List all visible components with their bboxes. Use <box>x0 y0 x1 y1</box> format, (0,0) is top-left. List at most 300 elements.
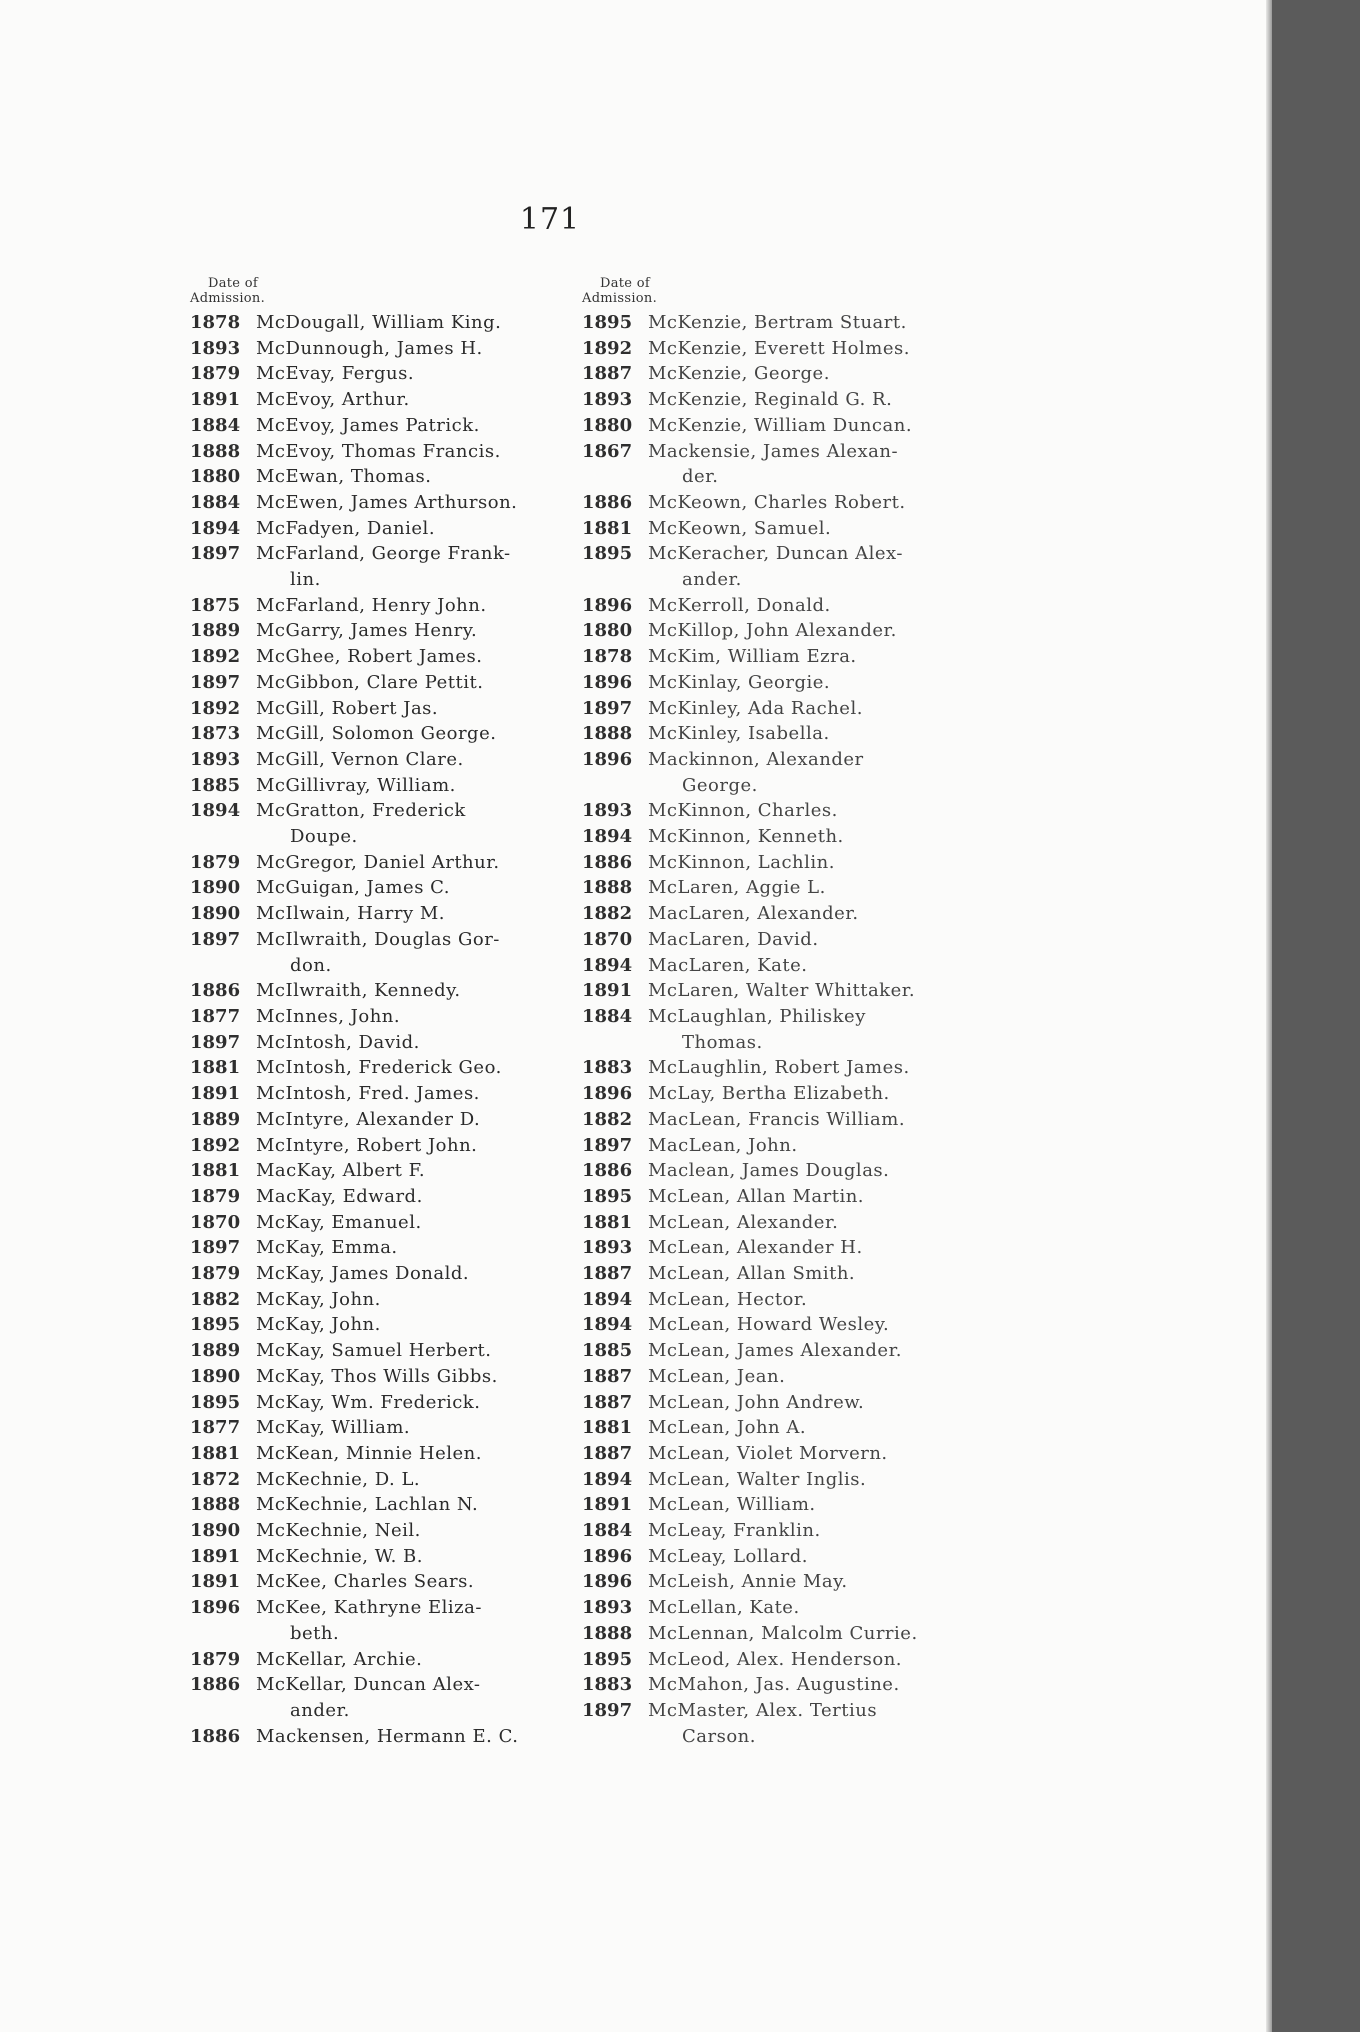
admission-entry <box>582 721 972 747</box>
admission-entry <box>582 1569 972 1595</box>
admission-entry <box>190 978 580 1004</box>
admission-year: 1892 <box>190 646 241 668</box>
admission-entry <box>190 1544 580 1570</box>
page-number: 171 <box>519 202 581 237</box>
admission-entry <box>582 1415 972 1441</box>
member-name: ander. <box>290 1699 350 1721</box>
member-name: McKim, William Ezra. <box>648 646 857 668</box>
admission-entry <box>190 1492 580 1518</box>
member-name: McLaren, Walter Whittaker. <box>648 980 916 1002</box>
admission-year: 1889 <box>190 1340 241 1362</box>
member-name: McLellan, Kate. <box>648 1597 800 1619</box>
admission-entry-continuation <box>190 953 580 979</box>
admission-year: 1891 <box>190 1545 241 1567</box>
page-edge <box>1266 0 1272 2032</box>
admission-year: 1888 <box>190 440 241 462</box>
member-name: McKenzie, Everett Holmes. <box>648 337 910 359</box>
admission-entry <box>190 516 580 542</box>
admission-entry <box>190 439 580 465</box>
member-name: McLean, John Andrew. <box>648 1391 865 1413</box>
admission-entry <box>190 696 580 722</box>
column-header-line1: Date of <box>600 276 650 291</box>
admission-entry <box>190 490 580 516</box>
admission-entry <box>190 1312 580 1338</box>
admission-entry <box>190 644 580 670</box>
admission-year: 1879 <box>190 1185 241 1207</box>
member-name: McKean, Minnie Helen. <box>256 1442 482 1464</box>
member-name: McLean, Alexander. <box>648 1211 839 1233</box>
member-name: McIlwain, Harry M. <box>256 903 445 925</box>
admission-entry <box>582 618 972 644</box>
admission-year: 1888 <box>190 1494 241 1516</box>
member-name: George. <box>682 774 758 796</box>
admission-entry <box>582 310 972 336</box>
admission-entry <box>582 1184 972 1210</box>
member-name: McKay, James Donald. <box>256 1263 470 1285</box>
admission-year: 1872 <box>190 1468 241 1490</box>
admission-entry <box>190 1133 580 1159</box>
member-name: McKay, John. <box>256 1314 381 1336</box>
member-name: McKenzie, Reginald G. R. <box>648 389 893 411</box>
member-name: McEvoy, James Patrick. <box>256 414 480 436</box>
admission-year: 1888 <box>582 877 633 899</box>
member-name: McLean, Allan Martin. <box>648 1185 865 1207</box>
admission-year: 1894 <box>582 1468 633 1490</box>
admission-entry <box>190 1569 580 1595</box>
member-name: beth. <box>290 1622 340 1644</box>
admission-year: 1887 <box>582 1442 633 1464</box>
admission-entry <box>582 1312 972 1338</box>
admission-year: 1890 <box>190 1520 241 1542</box>
admission-year: 1890 <box>190 903 241 925</box>
member-name: Doupe. <box>290 826 358 848</box>
admission-year: 1893 <box>582 1237 633 1259</box>
admission-entry <box>190 901 580 927</box>
member-name: McDougall, William King. <box>256 312 502 333</box>
member-name: McLaughlan, Philiskey <box>648 1005 866 1027</box>
member-name: McKellar, Duncan Alex- <box>256 1674 481 1696</box>
admission-entry <box>190 1390 580 1416</box>
member-name: MacKay, Edward. <box>256 1185 423 1207</box>
admission-year: 1886 <box>190 980 241 1002</box>
admission-year: 1897 <box>582 697 633 719</box>
admission-entry <box>190 1441 580 1467</box>
member-name: McIntosh, Fred. James. <box>256 1083 480 1105</box>
admission-entry <box>582 1338 972 1364</box>
member-name: McKay, Wm. Frederick. <box>256 1391 481 1413</box>
admission-year: 1885 <box>190 774 241 796</box>
admission-year: 1881 <box>582 517 633 539</box>
member-name: McLean, Walter Inglis. <box>648 1468 867 1490</box>
member-name: McKechnie, D. L. <box>256 1468 421 1490</box>
admission-year: 1891 <box>190 1083 241 1105</box>
admission-year: 1896 <box>582 1545 633 1567</box>
admission-entry-continuation <box>582 1724 972 1750</box>
member-name: MacLean, John. <box>648 1134 798 1156</box>
member-name: McFadyen, Daniel. <box>256 517 436 539</box>
admission-entry <box>582 875 972 901</box>
member-name: McGill, Vernon Clare. <box>256 748 464 770</box>
admission-entry <box>582 361 972 387</box>
admission-entry-continuation <box>582 1030 972 1056</box>
member-name: McKechnie, W. B. <box>256 1545 423 1567</box>
admission-year: 1895 <box>582 312 633 333</box>
admission-year: 1887 <box>582 363 633 385</box>
admission-year: 1878 <box>582 646 633 668</box>
admission-year: 1880 <box>190 466 241 488</box>
admission-entry <box>582 644 972 670</box>
admission-entry <box>190 618 580 644</box>
admission-year: 1893 <box>582 800 633 822</box>
member-name: McKellar, Archie. <box>256 1648 423 1670</box>
member-name: McKerroll, Donald. <box>648 594 831 616</box>
member-name: McKenzie, William Duncan. <box>648 414 913 436</box>
member-name: McEvoy, Arthur. <box>256 389 410 411</box>
admission-entry <box>582 1107 972 1133</box>
admission-year: 1893 <box>190 748 241 770</box>
admission-year: 1895 <box>582 543 633 565</box>
member-name: McLean, John A. <box>648 1417 807 1439</box>
member-name: McKenzie, Bertram Stuart. <box>648 312 907 333</box>
admission-year: 1890 <box>190 1365 241 1387</box>
admission-year: 1870 <box>582 928 633 950</box>
admission-entry <box>582 413 972 439</box>
member-name: McGill, Solomon George. <box>256 723 497 745</box>
member-name: McLaughlin, Robert James. <box>648 1057 910 1079</box>
admission-entry <box>582 670 972 696</box>
admission-entry <box>190 670 580 696</box>
member-name: McKay, Samuel Herbert. <box>256 1340 492 1362</box>
admission-entry <box>190 1338 580 1364</box>
admission-entry <box>582 824 972 850</box>
admission-year: 1877 <box>190 1005 241 1027</box>
member-name: McFarland, Henry John. <box>256 594 487 616</box>
member-name: McKay, John. <box>256 1288 381 1310</box>
member-name: McIlwraith, Kennedy. <box>256 980 461 1002</box>
member-name: McKay, Emma. <box>256 1237 398 1259</box>
admission-year: 1885 <box>582 1340 633 1362</box>
admission-entry <box>190 721 580 747</box>
member-name: McGibbon, Clare Pettit. <box>256 671 484 693</box>
admission-year: 1896 <box>582 594 633 616</box>
admission-entry <box>582 1672 972 1698</box>
admission-year: 1893 <box>582 389 633 411</box>
admission-entry <box>190 1261 580 1287</box>
member-name: McKee, Charles Sears. <box>256 1571 475 1593</box>
admission-year: 1897 <box>190 543 241 565</box>
admission-entry <box>190 361 580 387</box>
admission-entry <box>190 1364 580 1390</box>
member-name: McKinnon, Lachlin. <box>648 851 835 873</box>
member-name: McEvoy, Thomas Francis. <box>256 440 501 462</box>
member-name: McIntyre, Alexander D. <box>256 1108 481 1130</box>
admission-entry <box>190 1210 580 1236</box>
admission-entry <box>190 850 580 876</box>
member-name: McLay, Bertha Elizabeth. <box>648 1083 890 1105</box>
member-name: McFarland, George Frank- <box>256 543 511 565</box>
admission-entry <box>582 1261 972 1287</box>
admission-entry <box>190 541 580 567</box>
admission-year: 1887 <box>582 1263 633 1285</box>
admission-entry <box>190 1004 580 1030</box>
admission-entry <box>582 747 972 773</box>
admission-entry-continuation <box>582 567 972 593</box>
admission-entry <box>190 593 580 619</box>
member-name: McKillop, John Alexander. <box>648 620 897 642</box>
admission-year: 1879 <box>190 851 241 873</box>
admission-entry <box>582 978 972 1004</box>
admission-year: 1882 <box>582 903 633 925</box>
admission-entry-continuation <box>582 773 972 799</box>
admission-year: 1879 <box>190 1648 241 1670</box>
admission-year: 1870 <box>190 1211 241 1233</box>
admission-year: 1875 <box>190 594 241 616</box>
admission-entry <box>582 1055 972 1081</box>
admission-year: 1888 <box>582 723 633 745</box>
member-name: McKinley, Ada Rachel. <box>648 697 863 719</box>
admission-year: 1893 <box>582 1597 633 1619</box>
admission-year: 1895 <box>582 1648 633 1670</box>
admission-entry <box>582 1698 972 1724</box>
member-name: McKenzie, George. <box>648 363 830 385</box>
member-name: McIntosh, Frederick Geo. <box>256 1057 502 1079</box>
admission-entry <box>582 1544 972 1570</box>
admission-entry <box>582 1518 972 1544</box>
member-name: MacLaren, Alexander. <box>648 903 859 925</box>
member-name: McEwen, James Arthurson. <box>256 491 518 513</box>
admission-entry <box>582 439 972 465</box>
member-name: McLean, Howard Wesley. <box>648 1314 890 1336</box>
admission-year: 1892 <box>582 337 633 359</box>
member-name: McEwan, Thomas. <box>256 466 432 488</box>
member-name: McKinnon, Charles. <box>648 800 838 822</box>
admission-year: 1894 <box>190 800 241 822</box>
admission-entry-continuation <box>190 567 580 593</box>
admission-year: 1880 <box>582 414 633 436</box>
admission-year: 1881 <box>190 1442 241 1464</box>
admission-year: 1890 <box>190 877 241 899</box>
admission-entry <box>582 1004 972 1030</box>
admission-entry <box>582 1647 972 1673</box>
admission-year: 1881 <box>582 1211 633 1233</box>
admission-year: 1897 <box>190 671 241 693</box>
admission-entry <box>582 1364 972 1390</box>
admission-year: 1897 <box>190 1237 241 1259</box>
member-name: McLean, Allan Smith. <box>648 1263 856 1285</box>
admission-entry <box>190 875 580 901</box>
member-name: McMahon, Jas. Augustine. <box>648 1674 900 1696</box>
admission-entry <box>582 1441 972 1467</box>
member-name: McKinnon, Kenneth. <box>648 826 844 848</box>
admission-year: 1880 <box>582 620 633 642</box>
admission-year: 1895 <box>190 1391 241 1413</box>
admission-entry <box>190 336 580 362</box>
admission-entry <box>582 490 972 516</box>
admission-entry-continuation <box>190 1698 580 1724</box>
left-column <box>190 276 580 1749</box>
admission-entry <box>190 413 580 439</box>
admission-entry <box>190 1518 580 1544</box>
member-name: McEvay, Fergus. <box>256 363 415 385</box>
member-name: McLean, Hector. <box>648 1288 808 1310</box>
admission-entry <box>582 1158 972 1184</box>
member-name: McGratton, Frederick <box>256 800 466 822</box>
admission-year: 1883 <box>582 1674 633 1696</box>
admission-entry <box>582 1390 972 1416</box>
admission-entry <box>582 1235 972 1261</box>
admission-year: 1881 <box>582 1417 633 1439</box>
member-name: MacLaren, Kate. <box>648 954 808 976</box>
member-name: Mackensen, Hermann E. C. <box>256 1725 519 1747</box>
admission-entry <box>582 901 972 927</box>
admission-entry <box>190 1724 580 1750</box>
admission-year: 1881 <box>190 1160 241 1182</box>
member-name: McDunnough, James H. <box>256 337 483 359</box>
admission-entry <box>190 310 580 336</box>
member-name: McKay, Thos Wills Gibbs. <box>256 1365 498 1387</box>
member-name: McLean, Jean. <box>648 1365 786 1387</box>
member-name: McLaren, Aggie L. <box>648 877 826 899</box>
admission-year: 1878 <box>190 312 241 333</box>
admission-entry <box>582 1467 972 1493</box>
admission-year: 1897 <box>190 1031 241 1053</box>
admission-entry-continuation <box>190 1621 580 1647</box>
admission-entry-continuation <box>190 824 580 850</box>
admission-entry <box>190 1595 580 1621</box>
member-name: McKeracher, Duncan Alex- <box>648 543 903 565</box>
member-name: McGhee, Robert James. <box>256 646 483 668</box>
member-name: McGill, Robert Jas. <box>256 697 439 719</box>
admission-entry <box>582 1621 972 1647</box>
admission-entry <box>582 541 972 567</box>
admission-entry <box>190 1158 580 1184</box>
admission-entry <box>190 927 580 953</box>
right-entries <box>582 310 972 1749</box>
member-name: McLennan, Malcolm Currie. <box>648 1622 918 1644</box>
member-name: McIlwraith, Douglas Gor- <box>256 928 500 950</box>
left-entries <box>190 310 580 1749</box>
admission-entry <box>582 1287 972 1313</box>
member-name: McLean, Alexander H. <box>648 1237 863 1259</box>
column-header <box>582 276 972 306</box>
admission-entry <box>190 798 580 824</box>
admission-year: 1888 <box>582 1622 633 1644</box>
admission-year: 1867 <box>582 440 633 462</box>
member-name: McGregor, Daniel Arthur. <box>256 851 500 873</box>
admission-entry <box>190 1647 580 1673</box>
admission-year: 1884 <box>190 491 241 513</box>
column-header <box>190 276 580 306</box>
admission-year: 1886 <box>582 851 633 873</box>
member-name: don. <box>290 954 332 976</box>
admission-year: 1894 <box>582 1314 633 1336</box>
member-name: McGuigan, James C. <box>256 877 451 899</box>
member-name: McLean, William. <box>648 1494 816 1516</box>
member-name: McKay, Emanuel. <box>256 1211 422 1233</box>
member-name: McKechnie, Lachlan N. <box>256 1494 479 1516</box>
member-name: Carson. <box>682 1725 756 1747</box>
admission-entry <box>582 1210 972 1236</box>
admission-year: 1891 <box>190 1571 241 1593</box>
admission-year: 1894 <box>582 954 633 976</box>
admission-year: 1886 <box>582 1160 633 1182</box>
member-name: McInnes, John. <box>256 1005 401 1027</box>
admission-entry <box>582 953 972 979</box>
member-name: Mackensie, James Alexan- <box>648 440 899 462</box>
admission-year: 1882 <box>190 1288 241 1310</box>
member-name: ander. <box>682 569 742 591</box>
admission-entry <box>190 1235 580 1261</box>
admission-year: 1896 <box>582 1083 633 1105</box>
admission-entry <box>582 927 972 953</box>
member-name: Thomas. <box>682 1031 763 1053</box>
admission-year: 1896 <box>582 1571 633 1593</box>
member-name: McGarry, James Henry. <box>256 620 478 642</box>
admission-year: 1896 <box>582 671 633 693</box>
admission-year: 1895 <box>582 1185 633 1207</box>
admission-entry <box>190 1030 580 1056</box>
column-header-line2: Admission. <box>190 291 266 306</box>
admission-entry <box>582 1081 972 1107</box>
member-name: der. <box>682 466 719 488</box>
admission-year: 1889 <box>190 620 241 642</box>
admission-entry <box>190 773 580 799</box>
member-name: McLeay, Franklin. <box>648 1520 821 1542</box>
admission-entry <box>190 1184 580 1210</box>
member-name: McKeown, Charles Robert. <box>648 491 906 513</box>
admission-year: 1891 <box>190 389 241 411</box>
admission-entry <box>190 747 580 773</box>
admission-year: 1879 <box>190 363 241 385</box>
admission-entry <box>582 1133 972 1159</box>
admission-year: 1894 <box>190 517 241 539</box>
admission-year: 1886 <box>582 491 633 513</box>
admission-year: 1887 <box>582 1365 633 1387</box>
admission-year: 1886 <box>190 1725 241 1747</box>
admission-year: 1892 <box>190 1134 241 1156</box>
admission-entry <box>190 1081 580 1107</box>
column-header-line2: Admission. <box>582 291 658 306</box>
admission-year: 1897 <box>582 1699 633 1721</box>
admission-entry <box>582 1595 972 1621</box>
admission-year: 1884 <box>582 1005 633 1027</box>
admission-year: 1892 <box>190 697 241 719</box>
admission-entry <box>190 1672 580 1698</box>
member-name: McKinlay, Georgie. <box>648 671 831 693</box>
member-name: MacKay, Albert F. <box>256 1160 426 1182</box>
member-name: McKee, Kathryne Eliza- <box>256 1597 482 1619</box>
admission-year: 1893 <box>190 337 241 359</box>
admission-entry <box>190 1287 580 1313</box>
member-name: McLean, James Alexander. <box>648 1340 902 1362</box>
admission-entry-continuation <box>582 464 972 490</box>
member-name: McKinley, Isabella. <box>648 723 830 745</box>
member-name: McLeish, Annie May. <box>648 1571 848 1593</box>
admission-entry <box>582 593 972 619</box>
admission-year: 1891 <box>582 1494 633 1516</box>
admission-year: 1896 <box>582 748 633 770</box>
admission-year: 1884 <box>582 1520 633 1542</box>
member-name: MacLean, Francis William. <box>648 1108 906 1130</box>
member-name: lin. <box>290 569 321 591</box>
admission-year: 1883 <box>582 1057 633 1079</box>
admission-year: 1881 <box>190 1057 241 1079</box>
admission-entry <box>190 464 580 490</box>
admission-year: 1897 <box>582 1134 633 1156</box>
admission-year: 1886 <box>190 1674 241 1696</box>
member-name: McLean, Violet Morvern. <box>648 1442 888 1464</box>
member-name: McIntosh, David. <box>256 1031 420 1053</box>
